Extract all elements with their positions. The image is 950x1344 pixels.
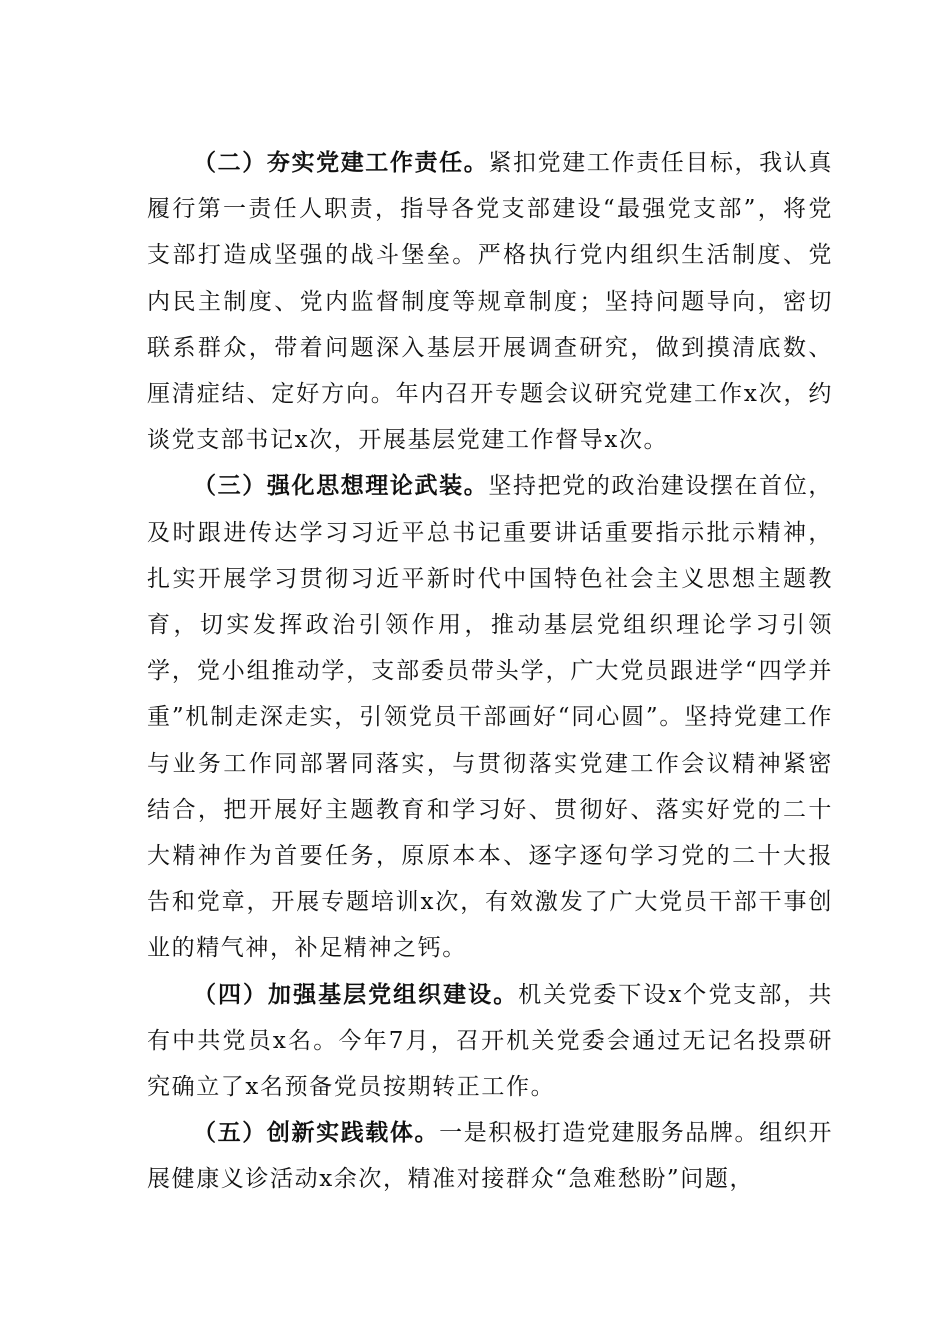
paragraph-section-5 xyxy=(147,1110,833,1202)
section-body: 一是积极打造党建服务品牌。组织开展健康义诊活动x余次，精准对接群众“急难愁盼”问题， xyxy=(147,1120,833,1193)
paragraph-section-4 xyxy=(147,972,833,1111)
section-body: 机关党委下设x个党支部，共有中共党员x名。今年7月，召开机关党委会通过无记名投票研究确立了x名预备党员按期转正工作。 xyxy=(147,981,833,1101)
document-body xyxy=(147,140,833,1203)
section-body: 紧扣党建工作责任目标，我认真履行第一责任人职责，指导各党支部建设“最强党支部”，将党支部打造成坚强的战斗堡垒。严格执行党内组织生活制度、党内民主制度、党内监督制度等规章制度；坚持问题导向，密切联系群众，带着问题深入基层开展调查研究，做到摸清底数、厘清症结、定好方向。年内召开专题会议研究党建工作x次，约谈党支部书记x次，开展基层党建工作督导x次。 xyxy=(147,150,833,454)
section-body: 坚持把党的政治建设摆在首位，及时跟进传达学习习近平总书记重要讲话重要指示批示精神，扎实开展学习贯彻习近平新时代中国特色社会主义思想主题教育，切实发挥政治引领作用，推动基层党组织理论学习引领学，党小组推动学，支部委员带头学，广大党员跟进学“四学并重”机制走深走实，引领党员干部画好“同心圆”。坚持党建工作与业务工作同部署同落实，与贯彻落实党建工作会议精神紧密结合，把开展好主题教育和学习好、贯彻好、落实好党的二十大精神作为首要任务，原原本本、逐字逐句学习党的二十大报告和党章，开展专题培训x次，有效激发了广大党员干部干事创业的精气神，补足精神之钙。 xyxy=(147,473,833,962)
section-heading: （四）加强基层党组织建设。 xyxy=(193,981,519,1008)
section-heading: （三）强化思想理论武装。 xyxy=(193,473,489,500)
section-heading: （二）夯实党建工作责任。 xyxy=(193,150,489,176)
paragraph-section-3 xyxy=(147,463,833,971)
paragraph-section-2 xyxy=(147,140,833,463)
section-heading: （五）创新实践载体。 xyxy=(193,1120,440,1147)
